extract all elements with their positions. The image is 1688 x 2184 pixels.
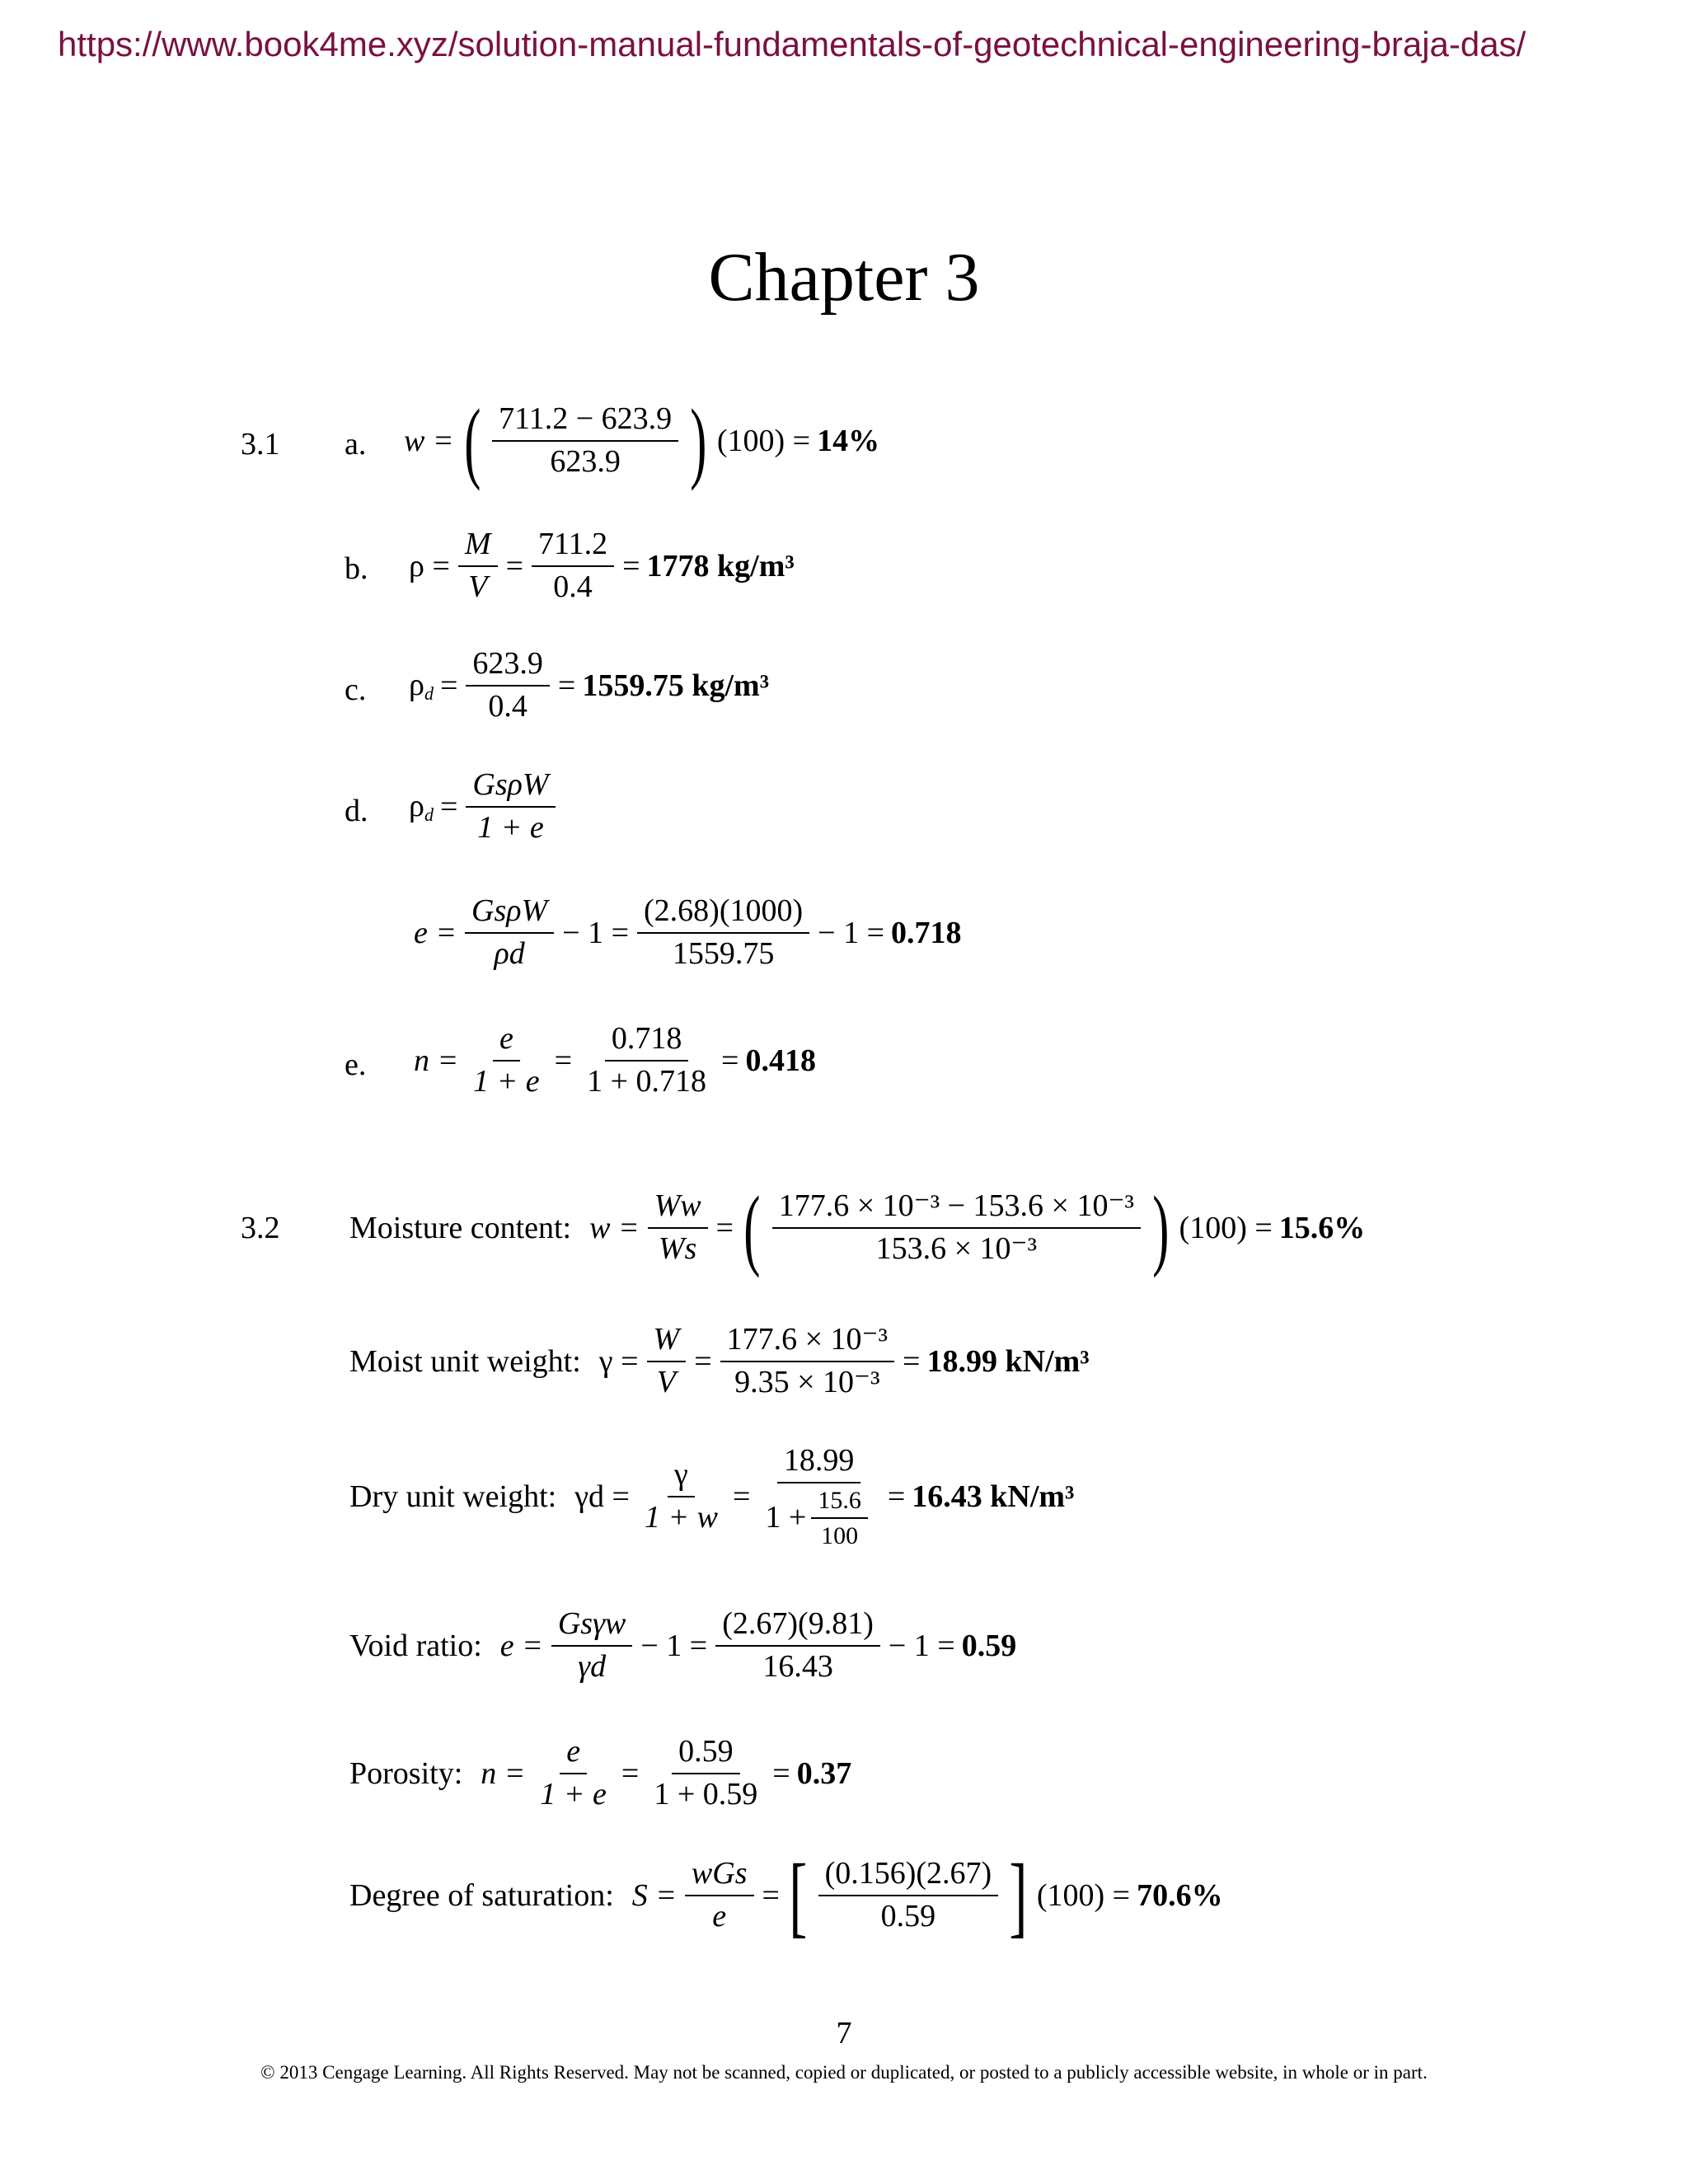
equation-degree-of-saturation: Degree of saturation: S = $\frac{\text{wGs}}{e}$ = [ $\frac{(0.156)(2.67)}{0.59}$ ] (100) = 70.6% [346,1850,1226,1941]
part-e-label: e. [345,1047,367,1082]
result-value: 0.59 [961,1628,1017,1663]
row-label: Degree of saturation: [349,1878,614,1913]
part-c-label: c. [345,673,367,707]
equation-void-ratio: Void ratio: e = $\frac{\text{Gsγw}}{\gamma d}$ − 1 = $\frac{(2.67)(9.81)}{16.43}$ − 1 = 0.59 [346,1607,1020,1685]
page-number: 7 [836,2016,852,2050]
result-value: 1559.75 kg/m³ [582,668,770,703]
row-label: Porosity: [349,1755,463,1791]
row-label: Void ratio: [349,1628,482,1663]
fraction: $\frac{711.2 - 623.9}{623.9}$ [492,402,678,480]
copyright-notice: © 2013 Cengage Learning. All Rights Reserved. May not be scanned, copied or duplicated, or posted to a publicly accessible website, in whole or in part. [260,2062,1428,2083]
equation-3-1-e: n = $\frac{e}{1 + e}$ = $\frac{0.718}{1 + 0.718}$ = 0.418 [410,1022,819,1099]
problem-number-3-1: 3.1 [241,427,280,462]
result-value: 16.43 kN/m³ [912,1479,1075,1514]
row-label: Moist unit weight: [349,1343,581,1379]
result-value: 18.99 kN/m³ [926,1343,1090,1379]
equation-3-1-b: ρ = $\frac{M}{V}$ = $\frac{711.2}{0.4}$ = 1778 kg/m³ [406,527,798,605]
equation-3-1-d: $\rho_d$ = $\frac{\text{GsρW}}{1 + e}$ [406,768,560,846]
equation-porosity: Porosity: n = $\frac{e}{1 + e}$ = $\frac{0.59}{1 + 0.59}$ = 0.37 [346,1735,855,1812]
part-a-label: a. [345,427,367,462]
result-value: 0.418 [745,1043,816,1078]
equation-3-1-c: $\rho_d$ = $\frac{623.9}{0.4}$ = 1559.75 kg/m³ [406,647,772,724]
part-d-label: d. [345,794,368,828]
problem-number-3-2: 3.2 [241,1211,280,1245]
equation-dry-unit-weight: Dry unit weight: γd = $\frac{\gamma}{1 + w}$ = 18.99 1 + $\frac{15.6}{100}$ = 16.43 kN/m³ [346,1444,1077,1549]
source-url-link[interactable]: https://www.book4me.xyz/solution-manual-fundamentals-of-geotechnical-engineering-braja-das/ [58,25,1526,63]
result-value: 14% [817,424,880,458]
result-value: 0.37 [796,1755,852,1791]
eq-lhs: w = [404,424,454,458]
result-value: 70.6% [1137,1878,1223,1913]
row-label: Dry unit weight: [349,1479,557,1514]
result-value: 15.6% [1278,1211,1366,1245]
chapter-title: Chapter 3 [708,239,980,316]
equation-moisture-content: Moisture content: w = $\frac{Ww}{Ws}$ = ( $\frac{\text{177.6 × 10⁻³ − 153.6 × 10⁻³}}{\text{153.6 × 10⁻³}}$ ) (100) = 15.6% [346,1183,1368,1273]
equation-3-1-a: w = ( $\frac{711.2 - 623.9}{623.9}$ ) (100) = 14% [401,396,883,486]
result-value: 1778 kg/m³ [646,548,795,583]
part-b-label: b. [345,551,368,586]
equation-moist-unit-weight: Moist unit weight: γ = $\frac{W}{V}$ = $\frac{\text{177.6 × 10⁻³}}{\text{9.35 × 10⁻³}}$ = 18.99 kN/m³ [346,1323,1093,1400]
result-value: 0.718 [891,915,962,950]
row-label: Moisture content: [349,1211,572,1245]
equation-3-1-d-void-ratio: e = $\frac{\text{GsρW}}{\rho d}$ − 1 = $\frac{(2.68)(1000)}{1559.75}$ − 1 = 0.718 [410,894,965,972]
